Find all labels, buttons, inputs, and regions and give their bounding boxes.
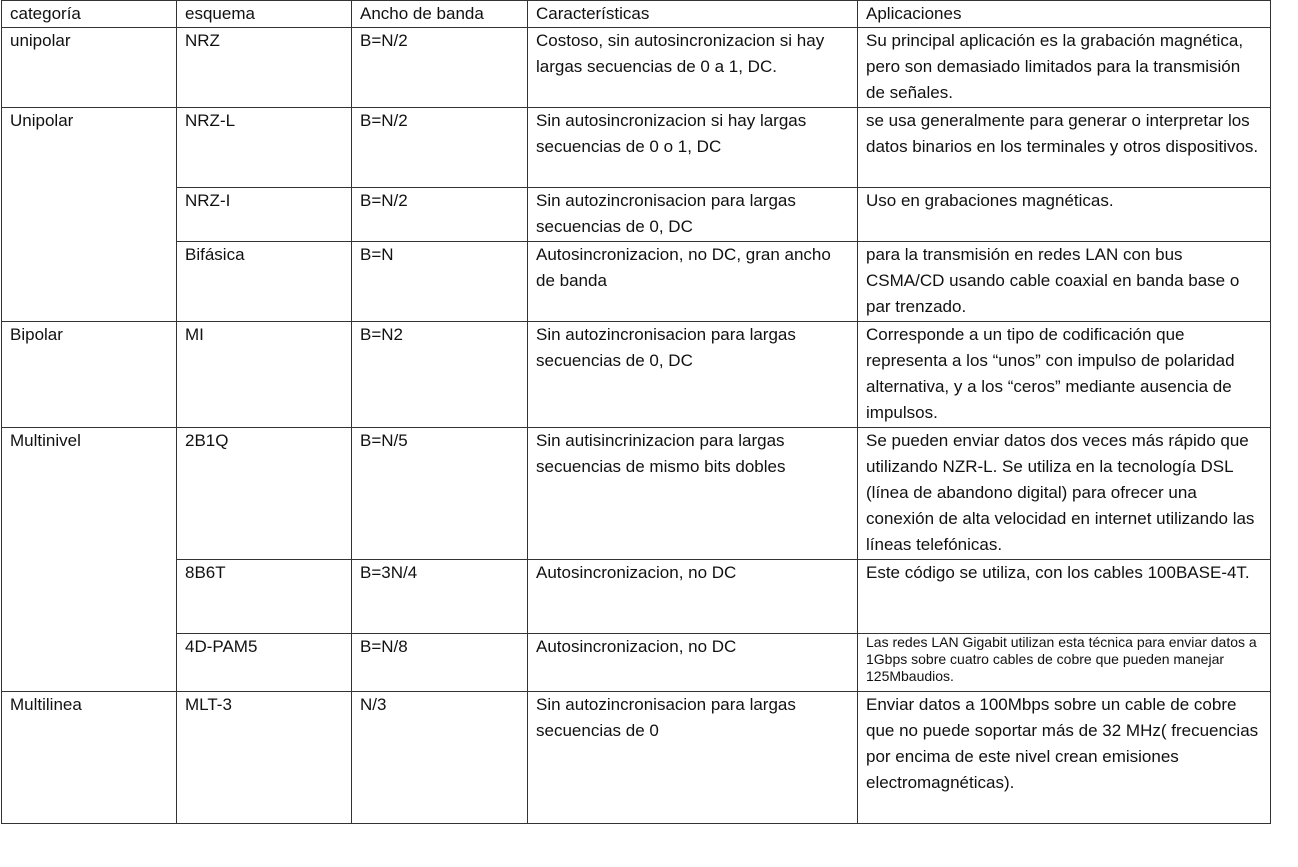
aplicaciones-cell: Su principal aplicación es la grabación magnética, pero son demasiado limitados para la transmisión de señales. xyxy=(858,28,1271,108)
header-aplicaciones: Aplicaciones xyxy=(858,1,1271,28)
aplicaciones-cell: Las redes LAN Gigabit utilizan esta técnica para enviar datos a 1Gbps sobre cuatro cables de cobre que pueden manejar 125Mbaudios. xyxy=(858,634,1271,692)
caracteristicas-cell: Autosincronizacion, no DC, gran ancho de banda xyxy=(528,242,858,322)
aplicaciones-cell: Se pueden enviar datos dos veces más rápido que utilizando NZR-L. Se utiliza en la tecnología DSL (línea de abandono digital) para ofrecer una conexión de alta velocidad en internet utilizando las líneas telefónicas. xyxy=(858,428,1271,560)
header-esquema: esquema xyxy=(177,1,352,28)
ancho-cell: N/3 xyxy=(352,692,528,824)
caracteristicas-cell: Sin autosincronizacion si hay largas secuencias de 0 o 1, DC xyxy=(528,108,858,188)
ancho-cell: B=N2 xyxy=(352,322,528,428)
table-row xyxy=(2,188,1271,242)
table-row xyxy=(2,634,1271,692)
esquema-cell: MI xyxy=(177,322,352,428)
categoria-cell: Multilinea xyxy=(2,692,177,824)
ancho-cell: B=N/5 xyxy=(352,428,528,560)
esquema-cell: 8B6T xyxy=(177,560,352,634)
table-row xyxy=(2,560,1271,634)
esquema-cell: NRZ xyxy=(177,28,352,108)
aplicaciones-cell: se usa generalmente para generar o interpretar los datos binarios en los terminales y otros dispositivos. xyxy=(858,108,1271,188)
header-categoria: categoría xyxy=(2,1,177,28)
caracteristicas-cell: Autosincronizacion, no DC xyxy=(528,634,858,692)
categoria-cell: unipolar xyxy=(2,28,177,108)
categoria-cell: Multinivel xyxy=(2,428,177,692)
ancho-cell: B=N/2 xyxy=(352,188,528,242)
esquema-cell: NRZ-L xyxy=(177,108,352,188)
ancho-cell: B=3N/4 xyxy=(352,560,528,634)
ancho-cell: B=N/2 xyxy=(352,28,528,108)
ancho-cell: B=N/8 xyxy=(352,634,528,692)
caracteristicas-cell: Sin autozincronisacion para largas secuencias de 0 xyxy=(528,692,858,824)
table-row xyxy=(2,322,1271,428)
header-ancho-de-banda: Ancho de banda xyxy=(352,1,528,28)
aplicaciones-cell: Corresponde a un tipo de codificación que representa a los “unos” con impulso de polaridad alternativa, y a los “ceros” mediante ausencia de impulsos. xyxy=(858,322,1271,428)
caracteristicas-cell: Autosincronizacion, no DC xyxy=(528,560,858,634)
table-row xyxy=(2,428,1271,560)
esquema-cell: 4D-PAM5 xyxy=(177,634,352,692)
aplicaciones-cell: Uso en grabaciones magnéticas. xyxy=(858,188,1271,242)
aplicaciones-cell: Este código se utiliza, con los cables 100BASE-4T. xyxy=(858,560,1271,634)
ancho-cell: B=N xyxy=(352,242,528,322)
header-caracteristicas: Características xyxy=(528,1,858,28)
table-row xyxy=(2,108,1271,188)
esquema-cell: Bifásica xyxy=(177,242,352,322)
aplicaciones-cell: para la transmisión en redes LAN con bus CSMA/CD usando cable coaxial en banda base o par trenzado. xyxy=(858,242,1271,322)
categoria-cell: Unipolar xyxy=(2,108,177,322)
table-row xyxy=(2,692,1271,824)
caracteristicas-cell: Sin autozincronisacion para largas secuencias de 0, DC xyxy=(528,322,858,428)
caracteristicas-cell: Sin autisincrinizacion para largas secuencias de mismo bits dobles xyxy=(528,428,858,560)
esquema-cell: NRZ-I xyxy=(177,188,352,242)
table-row xyxy=(2,242,1271,322)
categoria-cell: Bipolar xyxy=(2,322,177,428)
caracteristicas-cell: Costoso, sin autosincronizacion si hay largas secuencias de 0 a 1, DC. xyxy=(528,28,858,108)
esquema-cell: 2B1Q xyxy=(177,428,352,560)
esquema-cell: MLT-3 xyxy=(177,692,352,824)
caracteristicas-cell: Sin autozincronisacion para largas secuencias de 0, DC xyxy=(528,188,858,242)
header-row xyxy=(2,1,1271,28)
aplicaciones-cell: Enviar datos a 100Mbps sobre un cable de cobre que no puede soportar más de 32 MHz( frecuencias por encima de este nivel crean emisiones electromagnéticas). xyxy=(858,692,1271,824)
ancho-cell: B=N/2 xyxy=(352,108,528,188)
table-row xyxy=(2,28,1271,108)
encoding-table xyxy=(1,0,1271,824)
